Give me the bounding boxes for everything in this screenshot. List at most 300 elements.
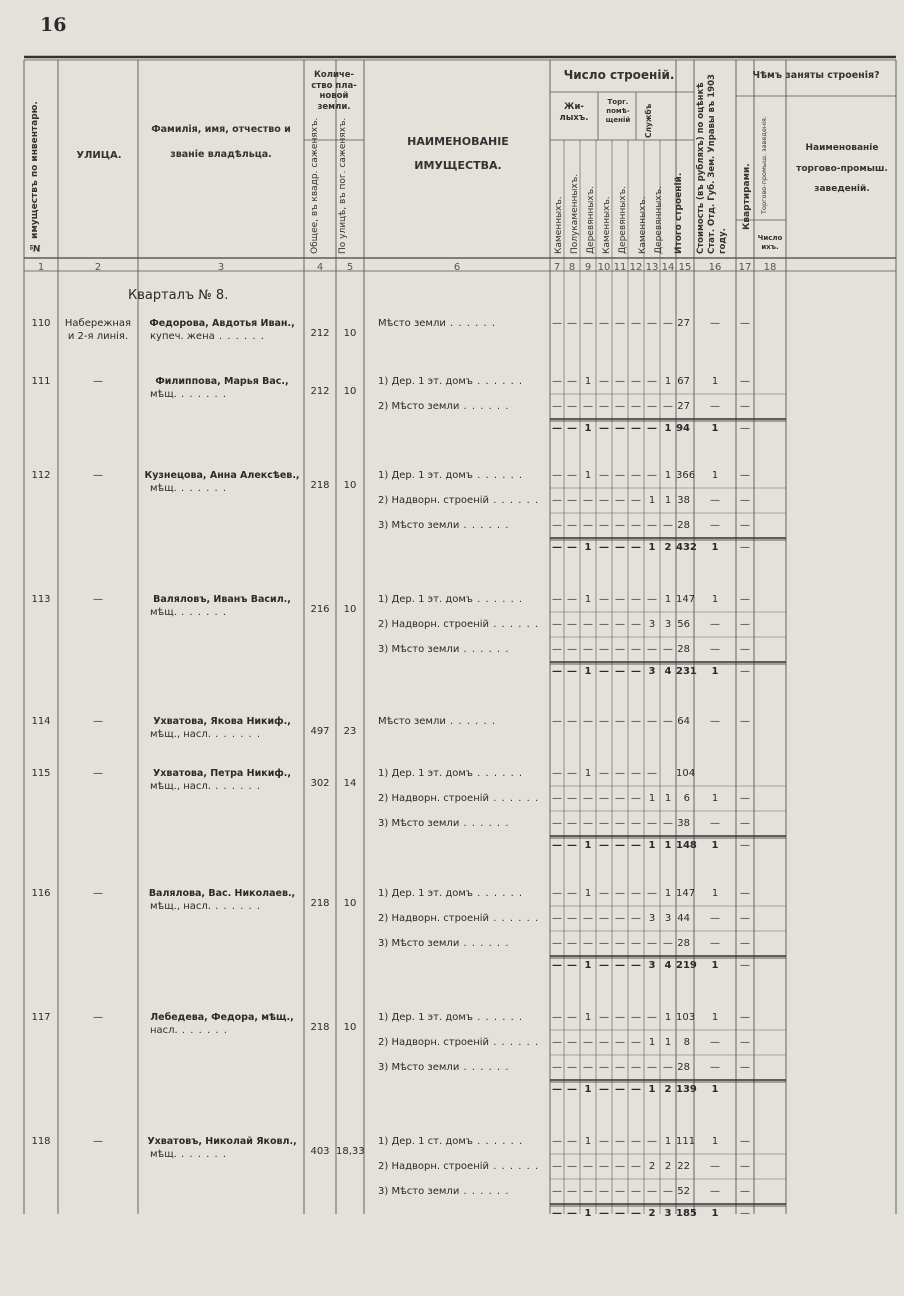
total-row-trade-count: — <box>740 542 750 553</box>
header-street: УЛИЦА. <box>76 150 122 161</box>
property-item-col12: — <box>631 1012 641 1023</box>
property-item-apartments: — <box>710 495 720 506</box>
property-item-col8: — <box>567 376 577 387</box>
property-item-col8: — <box>567 520 577 531</box>
entry-area-total: 218 <box>310 1022 330 1033</box>
property-item-col13: 1 <box>648 1037 656 1048</box>
property-item-col12: — <box>631 913 641 924</box>
property-item-col13: — <box>647 376 657 387</box>
header-apartments: Квартирами. <box>742 163 752 230</box>
header-col13: Деревянныхъ. <box>654 186 664 254</box>
property-item-col7: — <box>552 1186 562 1197</box>
total-row-col7: — <box>552 542 562 553</box>
total-row-col11: — <box>615 1208 625 1219</box>
property-item-col12: — <box>631 1186 641 1197</box>
header-service: Службъ <box>644 103 653 138</box>
property-item-value: 111 <box>676 1136 696 1147</box>
total-row-col10: — <box>599 1084 609 1095</box>
total-row-col14: 3 <box>664 1208 672 1219</box>
header-value: Стоимость (въ рубляхъ) по оцѣнкѣ Стат. Отд. Губ. Зем. Управы въ 1903 году. <box>696 74 729 254</box>
property-item-col14: — <box>663 716 673 727</box>
entry-owner: Валялова, Вас. Николаев., <box>148 888 296 899</box>
property-item: 3) Мѣсто земли . . . <box>378 644 509 655</box>
property-item-apartments: 1 <box>711 1136 719 1147</box>
entry-owner: Федорова, Авдотья Иван., <box>149 318 295 329</box>
property-item-apartments: — <box>710 716 720 727</box>
property-item-col7: — <box>552 470 562 481</box>
property-item-col11: — <box>615 644 625 655</box>
header-col7: Каменныхъ. <box>554 196 564 254</box>
property-item-col13: — <box>647 1012 657 1023</box>
total-row-col13: 1 <box>648 1084 656 1095</box>
property-item-col10: — <box>599 1186 609 1197</box>
property-item-col11: — <box>615 495 625 506</box>
property-item-col10: — <box>599 716 609 727</box>
entry-owner-title: мѣщ., насл. . . . <box>150 901 261 912</box>
property-item-col10: — <box>599 644 609 655</box>
entry-owner: Валяловъ, Иванъ Васил., <box>153 594 291 605</box>
total-row-col10: — <box>599 542 609 553</box>
total-row-value: 185 <box>676 1208 697 1219</box>
property-item: 1) Дер. 1 эт. домъ . . . <box>378 768 523 779</box>
property-item-col7: — <box>552 888 562 899</box>
property-item-col13: — <box>647 594 657 605</box>
header-col9: Деревянныхъ. <box>586 186 596 254</box>
property-item: 3) Мѣсто земли . . . <box>378 1186 509 1197</box>
property-item-apartments: — <box>710 1186 720 1197</box>
property-item-col9: 1 <box>584 1012 592 1023</box>
property-item-col9: — <box>583 793 593 804</box>
total-row-col14: 1 <box>664 423 672 434</box>
property-item-value: 22 <box>677 1161 690 1172</box>
property-item: 2) Надворн. строеній . . . <box>378 793 539 804</box>
property-item-col13: 2 <box>648 1161 656 1172</box>
column-number: 4 <box>316 262 324 273</box>
property-item-col12: — <box>631 644 641 655</box>
property-item-apartments: — <box>710 401 720 412</box>
property-item-col12: — <box>631 1037 641 1048</box>
property-item-trade-count: — <box>740 793 750 804</box>
property-item-col12: — <box>631 318 641 329</box>
entry-area-total: 218 <box>310 898 330 909</box>
property-item-value: 44 <box>677 913 690 924</box>
property-item-trade-count: — <box>740 1037 750 1048</box>
property-item-col11: — <box>615 768 625 779</box>
total-row-col11: — <box>615 840 625 851</box>
property-item-value: 38 <box>677 495 690 506</box>
property-item-col7: — <box>552 1062 562 1073</box>
total-row-col10: — <box>599 423 609 434</box>
property-item-col7: — <box>552 818 562 829</box>
entry-owner-title: мѣщ. . . . <box>150 607 227 618</box>
entry-owner: Филиппова, Марья Вас., <box>155 376 289 387</box>
property-item-col10: — <box>599 818 609 829</box>
property-item-trade-count: — <box>740 594 750 605</box>
property-item-trade-count: — <box>740 376 750 387</box>
column-number: 13 <box>645 262 659 273</box>
entry-street: — <box>93 594 103 605</box>
property-item-col13: — <box>647 716 657 727</box>
property-item: 1) Дер. 1 эт. домъ . . . <box>378 594 523 605</box>
property-item-value: 147 <box>676 594 696 605</box>
header-count: Число ихъ. <box>757 234 783 251</box>
property-item-col7: — <box>552 793 562 804</box>
total-row-apartments: 1 <box>711 1084 719 1095</box>
total-row-col10: — <box>599 1208 609 1219</box>
property-item-col11: — <box>615 1136 625 1147</box>
property-item-trade-count: — <box>740 520 750 531</box>
property-item-apartments: 1 <box>711 888 719 899</box>
total-row-col7: — <box>552 1208 562 1219</box>
property-item-col8: — <box>567 1186 577 1197</box>
property-item-col11: — <box>615 938 625 949</box>
property-item-apartments: — <box>710 1161 720 1172</box>
property-item-value: 103 <box>676 1012 696 1023</box>
total-row-col13: — <box>647 423 657 434</box>
property-item-col9: — <box>583 938 593 949</box>
property-item: 1) Дер. 1 эт. домъ . . . <box>378 470 523 481</box>
header-col11: Деревянныхъ. <box>618 186 628 254</box>
property-item-col10: — <box>599 913 609 924</box>
column-number: 2 <box>94 262 102 273</box>
property-item-col13: — <box>647 818 657 829</box>
property-item: 1) Дер. 1 эт. домъ . . . <box>378 888 523 899</box>
total-row-trade-count: — <box>740 960 750 971</box>
entry-street: — <box>93 768 103 779</box>
entry-owner-title: мѣщ. . . . <box>150 1149 227 1160</box>
entry-area-total: 302 <box>310 778 330 789</box>
property-item-col14: 3 <box>664 619 672 630</box>
column-number: 14 <box>661 262 675 273</box>
property-item-col13: 3 <box>648 619 656 630</box>
property-item-col9: 1 <box>584 376 592 387</box>
property-item: 2) Надворн. строеній . . . <box>378 1161 539 1172</box>
property-item-col9: — <box>583 619 593 630</box>
property-item-col11: — <box>615 470 625 481</box>
total-row-col7: — <box>552 666 562 677</box>
total-row-col14: 4 <box>664 666 672 677</box>
header-area-total: Общее, въ квадр. саженяхъ. <box>310 117 320 254</box>
header-property-name: НАИМЕНОВАНІЕ ИМУЩЕСТВА. <box>407 135 509 173</box>
total-row-col7: — <box>552 423 562 434</box>
entry-street: — <box>93 888 103 899</box>
entry-area-street: 18,33 <box>336 1146 365 1157</box>
property-item-col8: — <box>567 619 577 630</box>
total-row-col9: 1 <box>584 1208 592 1219</box>
property-item-col8: — <box>567 1037 577 1048</box>
entry-area-street: 23 <box>343 726 357 737</box>
property-item-col9: — <box>583 318 593 329</box>
entry-number: 114 <box>31 716 51 727</box>
total-row-trade-count: — <box>740 840 750 851</box>
property-item-col8: — <box>567 1161 577 1172</box>
total-row-col9: 1 <box>584 1084 592 1095</box>
header-land-area: Количе- ство пла- новой земли. <box>311 70 357 112</box>
property-item-col12: — <box>631 495 641 506</box>
entry-number: 112 <box>31 470 51 481</box>
property-item-value: 27 <box>677 318 690 329</box>
property-item: 1) Дер. 1 эт. домъ . . . <box>378 1012 523 1023</box>
property-item-apartments: 1 <box>711 793 719 804</box>
property-item-col13: — <box>647 644 657 655</box>
total-row-apartments: 1 <box>711 423 719 434</box>
header-trade: Торг. помѣ- щеній <box>605 98 631 124</box>
property-item: 2) Надворн. строеній . . . <box>378 619 539 630</box>
column-number: 10 <box>597 262 611 273</box>
total-row-col10: — <box>599 960 609 971</box>
property-item-col12: — <box>631 470 641 481</box>
header-num-buildings: Число строеній. <box>563 68 675 82</box>
total-row-trade-count: — <box>740 1208 750 1219</box>
entry-area-total: 218 <box>310 480 330 491</box>
property-item-value: 38 <box>677 818 690 829</box>
property-item-col8: — <box>567 1012 577 1023</box>
column-number: 6 <box>453 262 461 273</box>
property-item-value: 28 <box>677 520 690 531</box>
property-item-col7: — <box>552 1037 562 1048</box>
property-item-col10: — <box>599 1136 609 1147</box>
property-item-col8: — <box>567 318 577 329</box>
property-item-value: 27 <box>677 401 690 412</box>
total-row-col12: — <box>631 423 641 434</box>
property-item-col11: — <box>615 619 625 630</box>
property-item-col10: — <box>599 1012 609 1023</box>
entry-street: — <box>93 376 103 387</box>
column-number: 15 <box>678 262 692 273</box>
property-item-col11: — <box>615 401 625 412</box>
property-item-col14: — <box>663 318 673 329</box>
total-row-col13: 2 <box>648 1208 656 1219</box>
property-item-col7: — <box>552 318 562 329</box>
entry-owner-title: мѣщ. . . . <box>150 483 227 494</box>
property-item-col9: 1 <box>584 1136 592 1147</box>
total-row-col11: — <box>615 1084 625 1095</box>
total-row-col12: — <box>631 1208 641 1219</box>
total-row-col14: 1 <box>664 840 672 851</box>
property-item-col13: — <box>647 888 657 899</box>
property-item-value: 366 <box>676 470 696 481</box>
column-number: 11 <box>613 262 627 273</box>
property-item-col8: — <box>567 1062 577 1073</box>
header-col12: Каменныхъ. <box>638 196 648 254</box>
property-item-apartments: — <box>710 520 720 531</box>
total-row-col11: — <box>615 542 625 553</box>
property-item: 1) Дер. 1 эт. домъ . . . <box>378 376 523 387</box>
property-item-col9: — <box>583 1161 593 1172</box>
header-occupied: Чѣмъ заняты строенія? <box>752 70 880 81</box>
total-row-col13: 3 <box>648 960 656 971</box>
property-item-col14: — <box>663 938 673 949</box>
property-item-col11: — <box>615 913 625 924</box>
total-row-value: 231 <box>676 666 697 677</box>
property-item-col12: — <box>631 401 641 412</box>
property-item-col7: — <box>552 913 562 924</box>
property-item: 3) Мѣсто земли . . . <box>378 938 509 949</box>
property-item-value: 147 <box>676 888 696 899</box>
property-item-trade-count: — <box>740 318 750 329</box>
property-item-col10: — <box>599 1062 609 1073</box>
property-item-col8: — <box>567 716 577 727</box>
total-row-col13: 1 <box>648 542 656 553</box>
column-number: 16 <box>708 262 722 273</box>
property-item-col14: 1 <box>664 888 672 899</box>
property-item-col12: — <box>631 716 641 727</box>
total-row-trade-count: — <box>740 666 750 677</box>
property-item-value: 8 <box>683 1037 690 1048</box>
property-item-trade-count: — <box>740 913 750 924</box>
property-item-col8: — <box>567 888 577 899</box>
header-trade-name: Наименованіе торгово-промыш. заведеній. <box>796 143 888 195</box>
property-item-col10: — <box>599 793 609 804</box>
total-row-col12: — <box>631 840 641 851</box>
property-item-col10: — <box>599 470 609 481</box>
property-item-col13: — <box>647 520 657 531</box>
property-item: 2) Надворн. строеній . . . <box>378 913 539 924</box>
property-item-col13: 3 <box>648 913 656 924</box>
header-col14: Итого строеній. <box>674 172 684 254</box>
total-row-col7: — <box>552 960 562 971</box>
property-item-col14: 1 <box>664 1037 672 1048</box>
property-item: 3) Мѣсто земли . . . <box>378 818 509 829</box>
property-item-value: 28 <box>677 644 690 655</box>
entry-area-total: 212 <box>310 386 330 397</box>
property-item-col7: — <box>552 1161 562 1172</box>
total-row-col9: 1 <box>584 423 592 434</box>
property-item-col10: — <box>599 1161 609 1172</box>
property-item-col10: — <box>599 376 609 387</box>
property-item-col9: — <box>583 913 593 924</box>
property-item-col7: — <box>552 594 562 605</box>
property-item: 2) Мѣсто земли . . . <box>378 401 509 412</box>
property-item-col9: — <box>583 1037 593 1048</box>
property-item-trade-count: — <box>740 938 750 949</box>
property-item: 2) Надворн. строеній . . . <box>378 1037 539 1048</box>
property-item: 3) Мѣсто земли . . . <box>378 520 509 531</box>
entry-owner: Лебедева, Федора, мѣщ., <box>150 1012 294 1023</box>
header-trade-est: Торгово-промыш. заведенія. <box>760 116 768 214</box>
property-item-col12: — <box>631 376 641 387</box>
property-item-col13: — <box>647 768 657 779</box>
property-item-col12: — <box>631 619 641 630</box>
header-col10: Каменныхъ. <box>602 196 612 254</box>
property-item-col11: — <box>615 888 625 899</box>
property-item-col12: — <box>631 1136 641 1147</box>
total-row-value: 148 <box>676 840 697 851</box>
entry-number: 113 <box>31 594 51 605</box>
total-row-col9: 1 <box>584 840 592 851</box>
property-item-col7: — <box>552 376 562 387</box>
property-item-col10: — <box>599 888 609 899</box>
property-item: Мѣсто земли . . . <box>378 318 496 329</box>
property-item-col7: — <box>552 495 562 506</box>
entry-area-street: 14 <box>343 778 357 789</box>
total-row-value: 139 <box>676 1084 697 1095</box>
entry-area-street: 10 <box>343 328 357 339</box>
property-item-col11: — <box>615 1012 625 1023</box>
entry-owner: Кузнецова, Анна Алексѣев., <box>144 470 300 481</box>
total-row-apartments: 1 <box>711 666 719 677</box>
total-row-apartments: 1 <box>711 1208 719 1219</box>
property-item-col10: — <box>599 401 609 412</box>
property-item-col11: — <box>615 818 625 829</box>
entry-area-street: 10 <box>343 604 357 615</box>
total-row-col9: 1 <box>584 666 592 677</box>
property-item-col8: — <box>567 793 577 804</box>
property-item-col10: — <box>599 495 609 506</box>
entry-owner-title: купеч. жена . . . <box>150 331 265 342</box>
property-item-col14: 1 <box>664 376 672 387</box>
entry-number: 117 <box>31 1012 51 1023</box>
property-item-col7: — <box>552 938 562 949</box>
column-number: 18 <box>763 262 777 273</box>
total-row-col9: 1 <box>584 960 592 971</box>
property-item-col10: — <box>599 594 609 605</box>
property-item-col11: — <box>615 376 625 387</box>
property-item-col14: — <box>663 401 673 412</box>
column-number: 12 <box>629 262 643 273</box>
total-row-col8: — <box>567 542 577 553</box>
entry-number: 115 <box>31 768 51 779</box>
property-item-value: 64 <box>677 716 690 727</box>
quarter-title: Кварталъ № 8. <box>128 288 229 303</box>
property-item-col12: — <box>631 520 641 531</box>
property-item-col14: — <box>663 1186 673 1197</box>
property-item-apartments: 1 <box>711 1012 719 1023</box>
entry-owner: Ухватова, Якова Никиф., <box>153 716 291 727</box>
property-item: Мѣсто земли . . . <box>378 716 496 727</box>
property-item-col12: — <box>631 818 641 829</box>
property-item-col7: — <box>552 644 562 655</box>
entry-owner: Ухватова, Петра Никиф., <box>152 768 292 779</box>
total-row-col11: — <box>615 666 625 677</box>
entry-number: 111 <box>31 376 51 387</box>
property-item: 2) Надворн. строеній . . . <box>378 495 539 506</box>
entry-area-street: 10 <box>343 480 357 491</box>
total-row-col7: — <box>552 840 562 851</box>
property-item-trade-count: — <box>740 1012 750 1023</box>
property-item-trade-count: — <box>740 495 750 506</box>
property-item-col12: — <box>631 768 641 779</box>
total-row-value: 219 <box>676 960 697 971</box>
property-item-col14: — <box>663 520 673 531</box>
property-item-col11: — <box>615 594 625 605</box>
property-item-col12: — <box>631 888 641 899</box>
entry-number: 116 <box>31 888 51 899</box>
property-item-col13: — <box>647 470 657 481</box>
property-item-col7: — <box>552 716 562 727</box>
total-row-col13: 3 <box>648 666 656 677</box>
property-item-value: 104 <box>676 768 696 779</box>
property-item-trade-count: — <box>740 1161 750 1172</box>
column-number: 5 <box>346 262 354 273</box>
page-number: 16 <box>40 14 67 36</box>
total-row-col12: — <box>631 960 641 971</box>
property-item-col14: — <box>663 818 673 829</box>
entry-area-street: 10 <box>343 1022 357 1033</box>
entry-number: 118 <box>31 1136 51 1147</box>
property-item-col10: — <box>599 318 609 329</box>
property-item-col14: 1 <box>664 1012 672 1023</box>
property-item-col14: 1 <box>664 1136 672 1147</box>
property-item-apartments: — <box>710 818 720 829</box>
entry-street: — <box>93 1136 103 1147</box>
total-row-apartments: 1 <box>711 960 719 971</box>
total-row-col14: 2 <box>664 1084 672 1095</box>
total-row-value: 94 <box>676 423 690 434</box>
total-row-col8: — <box>567 1208 577 1219</box>
property-item-apartments: 1 <box>711 376 719 387</box>
entry-area-total: 403 <box>310 1146 330 1157</box>
